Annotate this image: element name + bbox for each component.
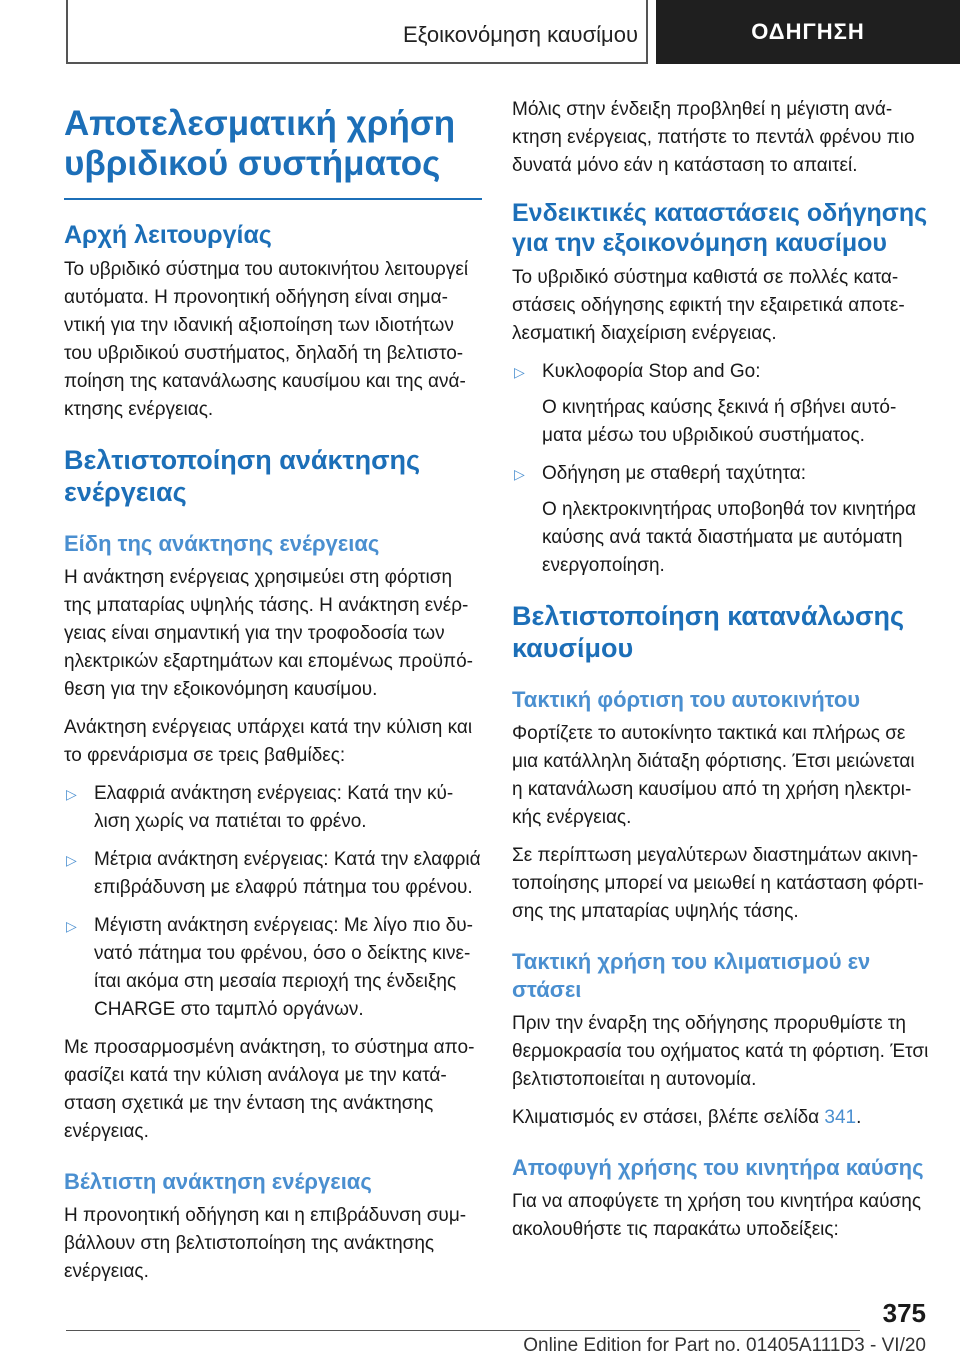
charging-paragraph-1: Φορτίζετε το αυτοκίνητο τακτικά και πλήρως σε μια κατάλληλη διάταξη φόρτισης. Έτσι μειώνεται η κατανάλωση καυσίμου από τη χρήση ηλεκτρικής ενέργειας. (512, 723, 915, 828)
driving-situations-list (512, 358, 930, 580)
recuperation-levels-list (64, 780, 482, 1024)
principle-text: Το υβριδικό σύστημα του αυτοκινήτου λειτουργεί αυτόματα. Η προνοητική οδήγηση είναι σημαντική για την ιδανική αξιοποίηση των ιδιοτήτων του υβριδικού συστήματος, δηλαδή τη βελτιστοποίηση της κατανάλωσης καυσίμου και της ανάκτησης ενέργειας. (64, 259, 469, 420)
best-recuperation-text: Η προνοητική οδήγηση και η επιβράδυνση συμβάλλουν στη βελτιστοποίηση της ανάκτησης ενέργειας. (64, 1205, 467, 1282)
charging-paragraph-2: Σε περίπτωση μεγαλύτερων διαστημάτων ακινητοποίησης μπορεί να μειωθεί η κατάσταση φόρτισης της μπαταρίας υψηλής τάσης. (512, 845, 924, 922)
list-item (64, 780, 482, 836)
adaptive-text: Με προσαρμοσμένη ανάκτηση, το σύστημα αποφασίζει κατά την κύλιση ανάλογα με την κατάσταση σχετικά με την ένταση της ανάκτησης ενέργειας. (64, 1037, 475, 1142)
best-recuperation-heading: Βέλτιστη ανάκτηση ενέργειας (64, 1169, 372, 1194)
optimization-heading: Βελτιστοποίηση ανάκτησης ενέργειας (64, 445, 421, 507)
page-number: 375 (882, 1298, 926, 1328)
list-item (64, 912, 482, 1024)
principle-heading: Αρχή λειτουργίας (64, 221, 272, 249)
chapter-tab: ΟΔΗΓΗΣΗ (656, 0, 960, 64)
page-header (0, 0, 960, 66)
page-title: Αποτελεσματική χρήση υβριδικού συστήματος (64, 104, 482, 200)
intro-text: Μόλις στην ένδειξη προβληθεί η μέγιστη ανάκτηση ενέργειας, πατήστε το πεντάλ φρένου πιο δυνατά μόνο εάν η κατάσταση το απαιτεί. (512, 99, 915, 176)
list-item-text: Ελαφριά ανάκτηση ενέργειας: Κατά την κύλιση χωρίς να πατιέται το φρένο. (94, 783, 454, 832)
charging-heading: Τακτική φόρτιση του αυτοκινήτου (512, 687, 861, 712)
section-title: Εξοικονόμηση καυσίμου (403, 22, 638, 47)
page-link[interactable]: 341 (824, 1107, 857, 1128)
situations-text: Το υβριδικό σύστημα καθιστά σε πολλές καταστάσεις οδήγησης εφικτή την εξαιρετικά αποτελεσματική διαχείριση ενέργειας. (512, 267, 905, 344)
climate-reference (512, 1104, 930, 1132)
types-paragraph-1: Η ανάκτηση ενέργειας χρησιμεύει στη φόρτιση της μπαταρίας υψηλής τάσης. Η ανάκτηση ενέργειας είναι σημαντική για την τροφοδοσία των ηλεκτρικών εξαρτημάτων και επομένως προϋπόθεση για την εξοικονόμηση καυσίμου. (64, 567, 473, 700)
triangle-bullet-icon: ▷ (66, 918, 77, 934)
triangle-bullet-icon: ▷ (66, 852, 77, 868)
left-column (64, 104, 482, 1296)
types-heading: Είδη της ανάκτησης ενέργειας (64, 531, 380, 556)
consumption-heading: Βελτιστοποίηση κατανάλωσης καυσίμου (512, 601, 905, 663)
edition-text: Online Edition for Part no. 01405A111D3 - VI/20 (523, 1335, 926, 1356)
climate-heading: Τακτική χρήση του κλιματισμού εν στάσει (512, 949, 871, 1002)
triangle-bullet-icon: ▷ (514, 466, 525, 482)
avoid-engine-text: Για να αποφύγετε τη χρήση του κινητήρα καύσης ακολουθήστε τις παρακάτω υποδείξεις: (512, 1191, 921, 1240)
triangle-bullet-icon: ▷ (514, 364, 525, 380)
list-item-label: Κυκλοφορία Stop and Go: (542, 361, 761, 382)
climate-paragraph-1: Πριν την έναρξη της οδήγησης προρυθμίστε τη θερμοκρασία του οχήματος κατά τη φόρτιση. Έτσι βελτιστοποιείται η αυτονομία. (512, 1013, 929, 1090)
list-item-text: Μέγιστη ανάκτηση ενέργειας: Με λίγο πιο δυνατό πάτημα του φρένου, όσο ο δείκτης κινείται ακόμα στη μεσαία περιοχή της ένδειξης CHARGE στο ταμπλό οργάνων. (94, 915, 473, 1020)
triangle-bullet-icon: ▷ (66, 786, 77, 802)
section-tab (66, 0, 648, 64)
list-item (64, 846, 482, 902)
list-item-label: Οδήγηση με σταθερή ταχύτητα: (542, 463, 807, 484)
climate-reference-text: Κλιματισμός εν στάσει, βλέπε σελίδα (512, 1107, 825, 1128)
situations-heading: Ενδεικτικές καταστάσεις οδήγησης για την εξοικονόμηση καυσίμου (512, 199, 928, 257)
right-column (512, 96, 930, 1254)
avoid-engine-heading: Αποφυγή χρήσης του κινητήρα καύσης (512, 1155, 924, 1180)
climate-reference-suffix: . (856, 1107, 862, 1128)
footer-divider (66, 1330, 860, 1331)
list-item-detail: Ο ηλεκτροκινητήρας υποβοηθά τον κινητήρα καύσης ανά τακτά διαστήματα με αυτόματη ενεργοποίηση. (542, 499, 916, 576)
list-item-detail: Ο κινητήρας καύσης ξεκινά ή σβήνει αυτόματα μέσω του υβριδικού συστήματος. (542, 397, 897, 446)
list-item (512, 358, 930, 450)
list-item-text: Μέτρια ανάκτηση ενέργειας: Κατά την ελαφριά επιβράδυνση με ελαφρύ πάτημα του φρένου. (94, 849, 481, 898)
types-paragraph-2: Ανάκτηση ενέργειας υπάρχει κατά την κύλιση και το φρενάρισμα σε τρεις βαθμίδες: (64, 717, 473, 766)
list-item (512, 460, 930, 580)
